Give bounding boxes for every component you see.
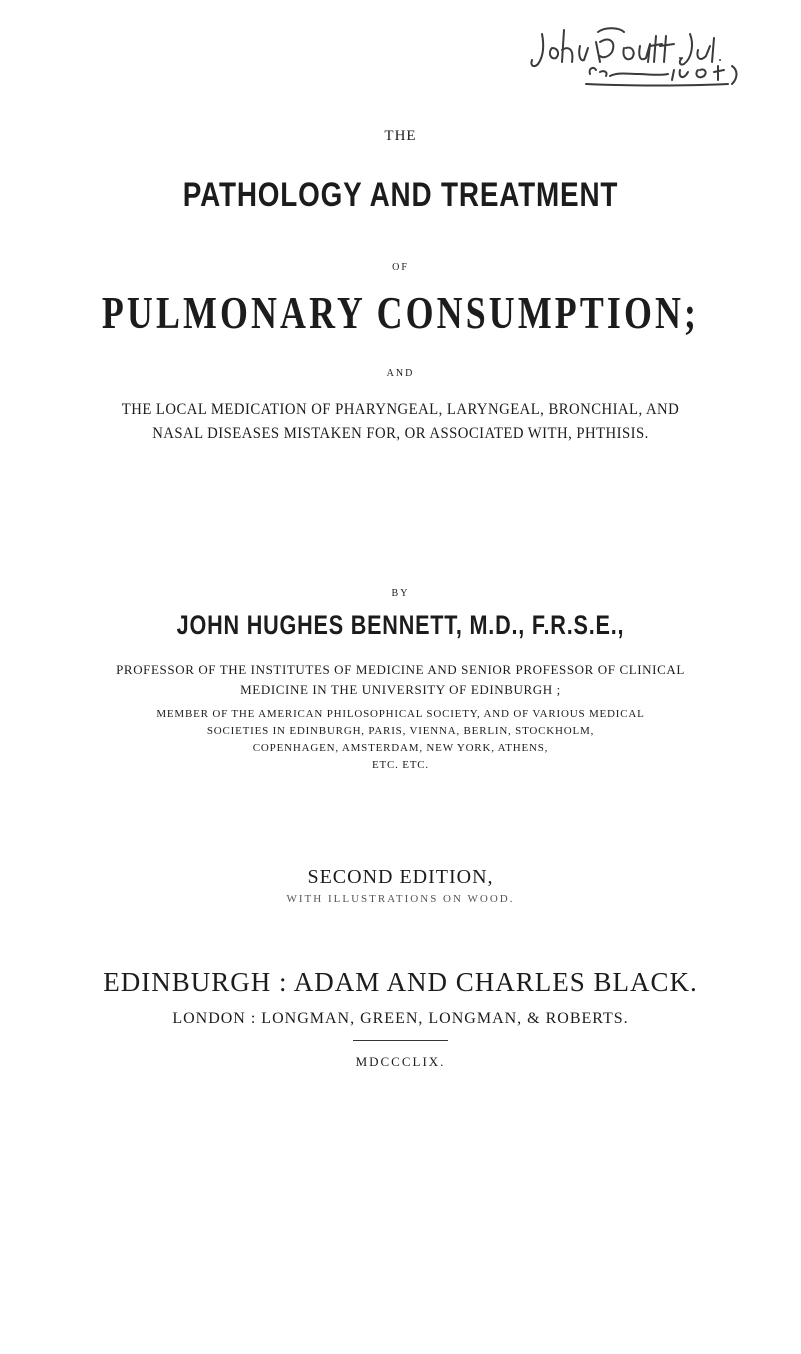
author-name: JOHN HUGHES BENNETT, M.D., F.R.S.E., [176,610,625,640]
edition: SECOND EDITION, [307,866,494,888]
byline-by: BY [391,588,410,599]
publisher: EDINBURGH : ADAM AND CHARLES BLACK. [103,967,698,997]
london-publisher: LONDON : LONGMAN, GREEN, LONGMAN, & ROBERTS. [172,1010,629,1027]
author-affiliation [0,660,801,700]
membership-line-1: MEMBER OF THE AMERICAN PHILOSOPHICAL SOCIETY, AND OF VARIOUS MEDICAL [156,708,645,720]
affiliation-line-1: PROFESSOR OF THE INSTITUTES OF MEDICINE AND SENIOR PROFESSOR OF CLINICAL [116,662,685,677]
membership-line-4: ETC. ETC. [371,759,429,771]
title-connector-of: OF [392,262,409,273]
title-connector-and: AND [386,368,415,379]
subtitle-line-2: NASAL DISEASES MISTAKEN FOR, OR ASSOCIATED WITH, PHTHISIS. [152,425,649,442]
handwritten-signature [528,22,798,92]
title-article: THE [384,128,417,144]
subtitle-line-1: THE LOCAL MEDICATION OF PHARYNGEAL, LARYNGEAL, BRONCHIAL, AND [121,401,680,418]
divider-rule [353,1040,448,1041]
illustrations-note: WITH ILLUSTRATIONS ON WOOD. [286,893,515,905]
subtitle [0,398,801,446]
author-memberships [0,706,801,774]
membership-line-3: COPENHAGEN, AMSTERDAM, NEW YORK, ATHENS, [252,742,549,754]
publication-date: MDCCCLIX. [355,1054,446,1069]
affiliation-line-2: MEDICINE IN THE UNIVERSITY OF EDINBURGH ; [240,682,561,697]
title-line-1: PATHOLOGY AND TREATMENT [182,176,619,214]
title-line-2: PULMONARY CONSUMPTION; [101,287,700,338]
membership-line-2: SOCIETIES IN EDINBURGH, PARIS, VIENNA, BERLIN, STOCKHOLM, [206,725,595,737]
